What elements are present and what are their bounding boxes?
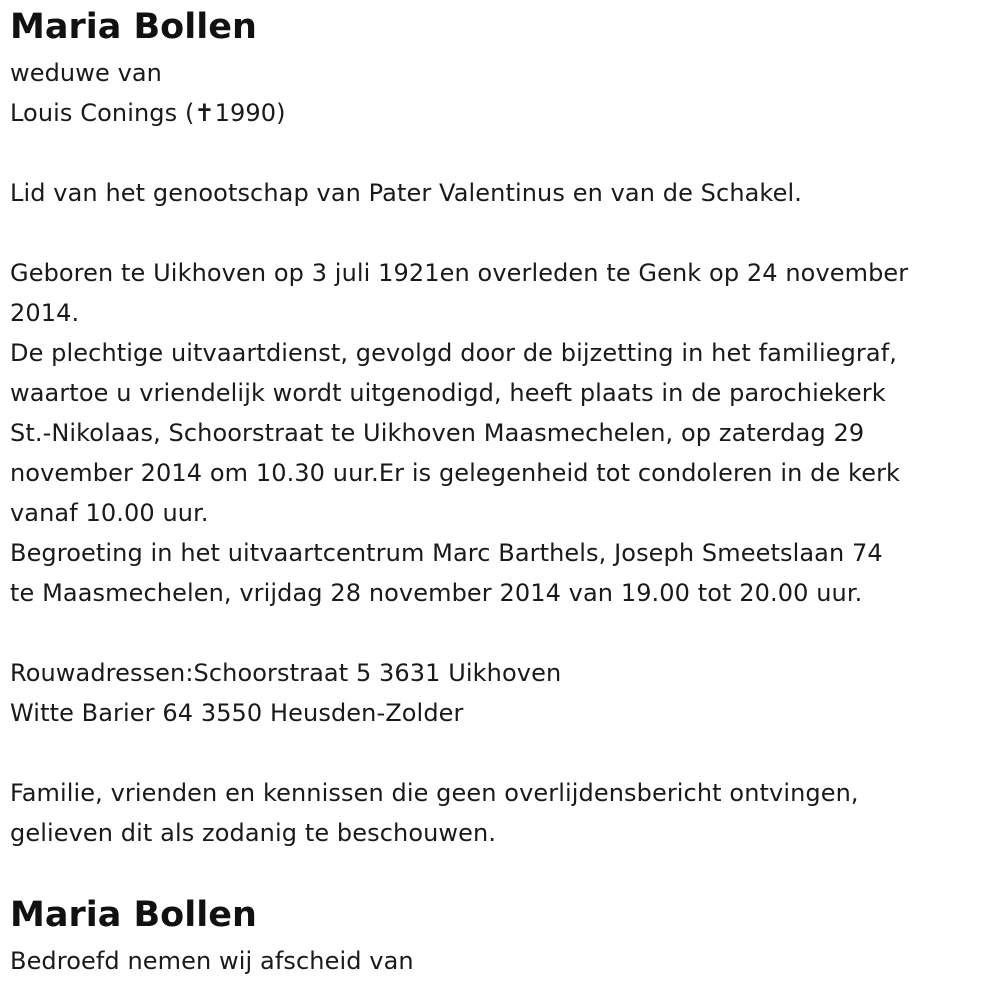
details-block [10, 253, 995, 613]
farewell-block [10, 941, 995, 981]
widow-block [10, 53, 995, 133]
details-line: waartoe u vriendelijk wordt uitgenodigd, heeft plaats in de parochiekerk [10, 379, 886, 407]
details-line: St.-Nikolaas, Schoorstraat te Uikhoven Maasmechelen, op zaterdag 29 [10, 419, 865, 447]
membership-block [10, 173, 995, 213]
family-note-line: Familie, vrienden en kennissen die geen overlijdensbericht ontvingen, [10, 779, 859, 807]
mourning-address-block [10, 653, 995, 733]
details-line: Begroeting in het uitvaartcentrum Marc Barthels, Joseph Smeetslaan 74 [10, 539, 883, 567]
details-line: november 2014 om 10.30 uur.Er is gelegenheid tot condoleren in de kerk [10, 459, 901, 487]
mourning-address-line: Rouwadressen:Schoorstraat 5 3631 Uikhoven [10, 659, 562, 687]
farewell-intro: Bedroefd nemen wij afscheid van [10, 947, 414, 975]
family-note-line: gelieven dit als zodanig te beschouwen. [10, 819, 497, 847]
details-line: 2014. [10, 299, 80, 327]
deceased-name-second: Maria Bollen [10, 895, 257, 935]
deceased-name: Maria Bollen [10, 7, 257, 47]
details-line: vanaf 10.00 uur. [10, 499, 209, 527]
family-note-block [10, 773, 995, 853]
details-line: De plechtige uitvaartdienst, gevolgd door de bijzetting in het familiegraf, [10, 339, 897, 367]
widow-label: weduwe van [10, 59, 162, 87]
mourning-address-line: Witte Barier 64 3550 Heusden-Zolder [10, 699, 464, 727]
details-line: Geboren te Uikhoven op 3 juli 1921en overleden te Genk op 24 november [10, 259, 909, 287]
spouse-name: Louis Conings (✝1990) [10, 99, 286, 127]
membership-text: Lid van het genootschap van Pater Valentinus en van de Schakel. [10, 179, 802, 207]
details-line: te Maasmechelen, vrijdag 28 november 2014 van 19.00 tot 20.00 uur. [10, 579, 863, 607]
